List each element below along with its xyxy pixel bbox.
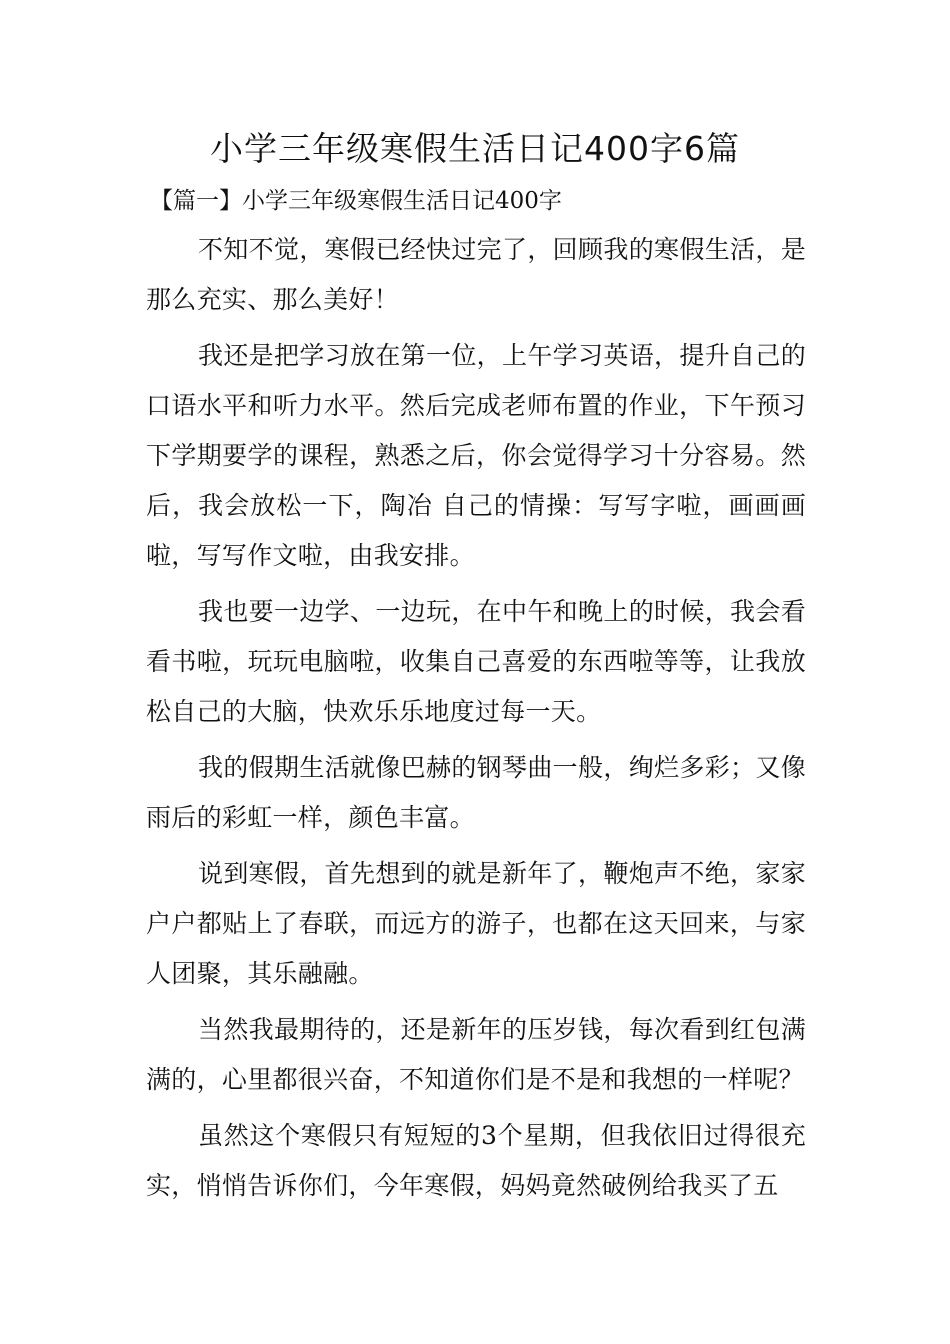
section-heading: 【篇一】小学三年级寒假生活日记400字 xyxy=(150,188,562,214)
paragraph: 虽然这个寒假只有短短的3个星期，但我依旧过得很充实，悄悄告诉你们，今年寒假，妈妈竟然破例给我买了五 xyxy=(146,1121,806,1200)
paragraph: 不知不觉，寒假已经快过完了，回顾我的寒假生活，是那么充实、那么美好！ xyxy=(146,235,806,314)
paragraph: 当然我最期待的，还是新年的压岁钱，每次看到红包满满的，心里都很兴奋，不知道你们是不是和我想的一样呢？ xyxy=(146,1015,806,1094)
document-body xyxy=(146,225,806,1217)
paragraph: 我也要一边学、一边玩，在中午和晚上的时候，我会看看书啦，玩玩电脑啦，收集自己喜爱的东西啦等等，让我放松自己的大脑，快欢乐乐地度过每一天。 xyxy=(146,597,806,726)
paragraph: 我的假期生活就像巴赫的钢琴曲一般，绚烂多彩；又像雨后的彩虹一样，颜色丰富。 xyxy=(146,753,806,832)
document-title: 小学三年级寒假生活日记400字6篇 xyxy=(210,129,740,168)
paragraph: 说到寒假，首先想到的就是新年了，鞭炮声不绝，家家户户都贴上了春联，而远方的游子，也都在这天回来，与家人团聚，其乐融融。 xyxy=(146,859,806,988)
paragraph: 我还是把学习放在第一位，上午学习英语，提升自己的口语水平和听力水平。然后完成老师布置的作业，下午预习下学期要学的课程，熟悉之后，你会觉得学习十分容易。然后，我会放松一下，陶冶 自己的情操：写写字啦，画画画啦，写写作文啦，由我安排。 xyxy=(146,341,806,570)
